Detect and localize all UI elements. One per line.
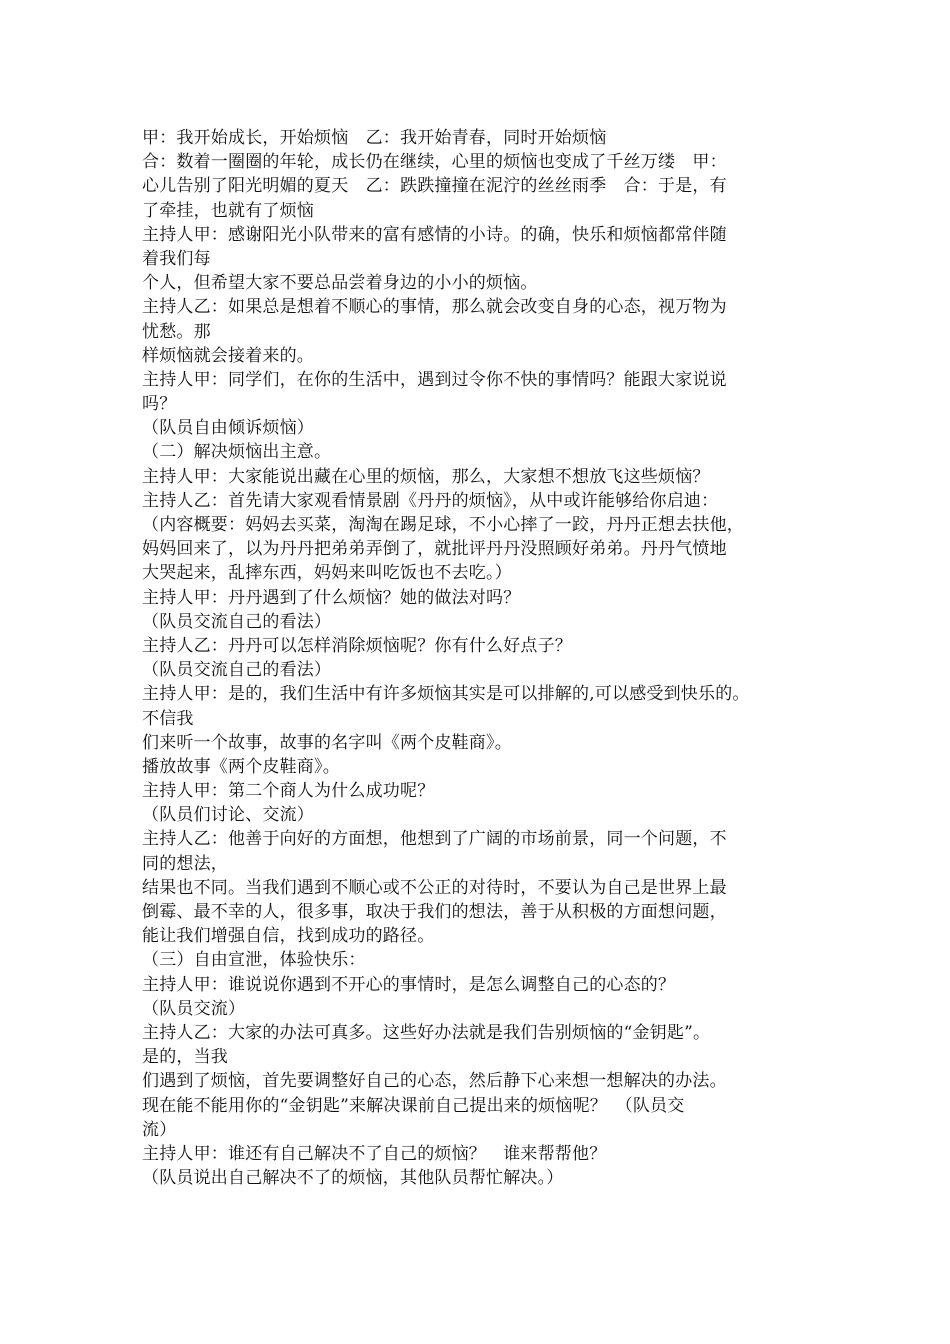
text-line: 了牵挂，也就有了烦恼 bbox=[142, 200, 314, 221]
text-line: （队员自由倾诉烦恼） bbox=[142, 418, 314, 439]
document-body bbox=[142, 126, 832, 1190]
text-line: （队员说出自己解决不了的烦恼，其他队员帮忙解决。） bbox=[142, 1168, 564, 1189]
text-line: （队员交流） bbox=[142, 998, 246, 1019]
text-line: （二）解决烦恼出主意。 bbox=[142, 442, 332, 463]
text-line: 不信我 bbox=[142, 708, 194, 729]
text-line: （三）自由宣泄，体验快乐： bbox=[142, 950, 366, 971]
text-line: 主持人甲：同学们，在你的生活中，遇到过令你不快的事情吗？能跟大家说说 bbox=[142, 369, 727, 390]
text-line: 主持人乙：大家的办法可真多。这些好办法就是我们告别烦恼的“金钥匙”。 bbox=[142, 1022, 711, 1043]
text-line: （内容概要：妈妈去买菜，淘淘在踢足球，不小心摔了一跤，丹丹正想去扶他， bbox=[142, 515, 744, 535]
text-line: 主持人乙：如果总是想着不顺心的事情，那么就会改变自身的心态，视万物为 bbox=[142, 297, 727, 318]
text-line: 现在能不能用你的“金钥匙”来解决课前自己提出来的烦恼呢？ （队员交 bbox=[142, 1095, 685, 1116]
text-line: 主持人甲：大家能说出藏在心里的烦恼，那么，大家想不想放飞这些烦恼？ bbox=[142, 466, 710, 487]
text-line: 能让我们增强自信，找到成功的路径。 bbox=[142, 926, 435, 947]
text-line: 播放故事《两个皮鞋商》。 bbox=[142, 756, 340, 777]
text-line: 心儿告别了阳光明媚的夏天 乙：跌跌撞撞在泥泞的丝丝雨季 合：于是，有 bbox=[142, 176, 727, 197]
text-line: （队员交流自己的看法） bbox=[142, 660, 332, 681]
text-line: 主持人甲：谁说说你遇到不开心的事情时，是怎么调整自己的心态的？ bbox=[142, 974, 676, 995]
text-line: 样烦恼就会接着来的。 bbox=[142, 345, 314, 366]
text-line: 吗？ bbox=[142, 394, 177, 415]
text-line: 倒霉、最不幸的人，很多事，取决于我们的想法，善于从积极的方面想问题， bbox=[142, 902, 727, 922]
text-line: （队员交流自己的看法） bbox=[142, 611, 332, 632]
text-line: （队员们讨论、交流） bbox=[142, 805, 314, 826]
text-line: 主持人乙：丹丹可以怎样消除烦恼呢？你有什么好点子？ bbox=[142, 635, 572, 656]
text-line: 们遇到了烦恼，首先要调整好自己的心态，然后静下心来想一想解决的办法。 bbox=[142, 1071, 727, 1092]
text-line: 个人，但希望大家不要总品尝着身边的小小的烦恼。 bbox=[142, 273, 538, 294]
text-line: 忧愁。那 bbox=[142, 321, 211, 342]
text-line: 们来听一个故事，故事的名字叫《两个皮鞋商》。 bbox=[142, 732, 512, 753]
text-line: 主持人甲：丹丹遇到了什么烦恼？她的做法对吗？ bbox=[142, 587, 521, 608]
text-line: 主持人甲：谁还有自己解决不了自己的烦恼？ 谁来帮帮他？ bbox=[142, 1143, 607, 1164]
text-line: 流） bbox=[142, 1119, 177, 1140]
text-line: 甲：我开始成长，开始烦恼 乙：我开始青春，同时开始烦恼 bbox=[142, 128, 607, 148]
text-line: 主持人甲：第二个商人为什么成功呢？ bbox=[142, 781, 435, 802]
text-line: 主持人乙：他善于向好的方面想，他想到了广阔的市场前景，同一个问题，不 bbox=[142, 829, 727, 850]
text-line: 大哭起来，乱摔东西，妈妈来叫吃饭也不去吃。） bbox=[142, 563, 512, 584]
text-line: 主持人甲：感谢阳光小队带来的富有感情的小诗。的确，快乐和烦恼都常伴随 bbox=[142, 224, 727, 245]
text-line: 是的，当我 bbox=[142, 1047, 228, 1068]
text-line: 同的想法， bbox=[142, 853, 228, 874]
text-line: 合：数着一圈圈的年轮，成长仍在继续，心里的烦恼也变成了千丝万缕 甲： bbox=[142, 152, 727, 173]
text-line: 主持人甲：是的，我们生活中有许多烦恼其实是可以排解的,可以感受到快乐的。 bbox=[142, 684, 750, 705]
text-line: 着我们每 bbox=[142, 248, 211, 269]
text-line: 结果也不同。当我们遇到不顺心或不公正的对待时，不要认为自己是世界上最 bbox=[142, 877, 727, 898]
text-line: 妈妈回来了，以为丹丹把弟弟弄倒了，就批评丹丹没照顾好弟弟。丹丹气愤地 bbox=[142, 539, 727, 560]
text-line: 主持人乙：首先请大家观看情景剧《丹丹的烦恼》，从中或许能够给你启迪： bbox=[142, 490, 719, 511]
